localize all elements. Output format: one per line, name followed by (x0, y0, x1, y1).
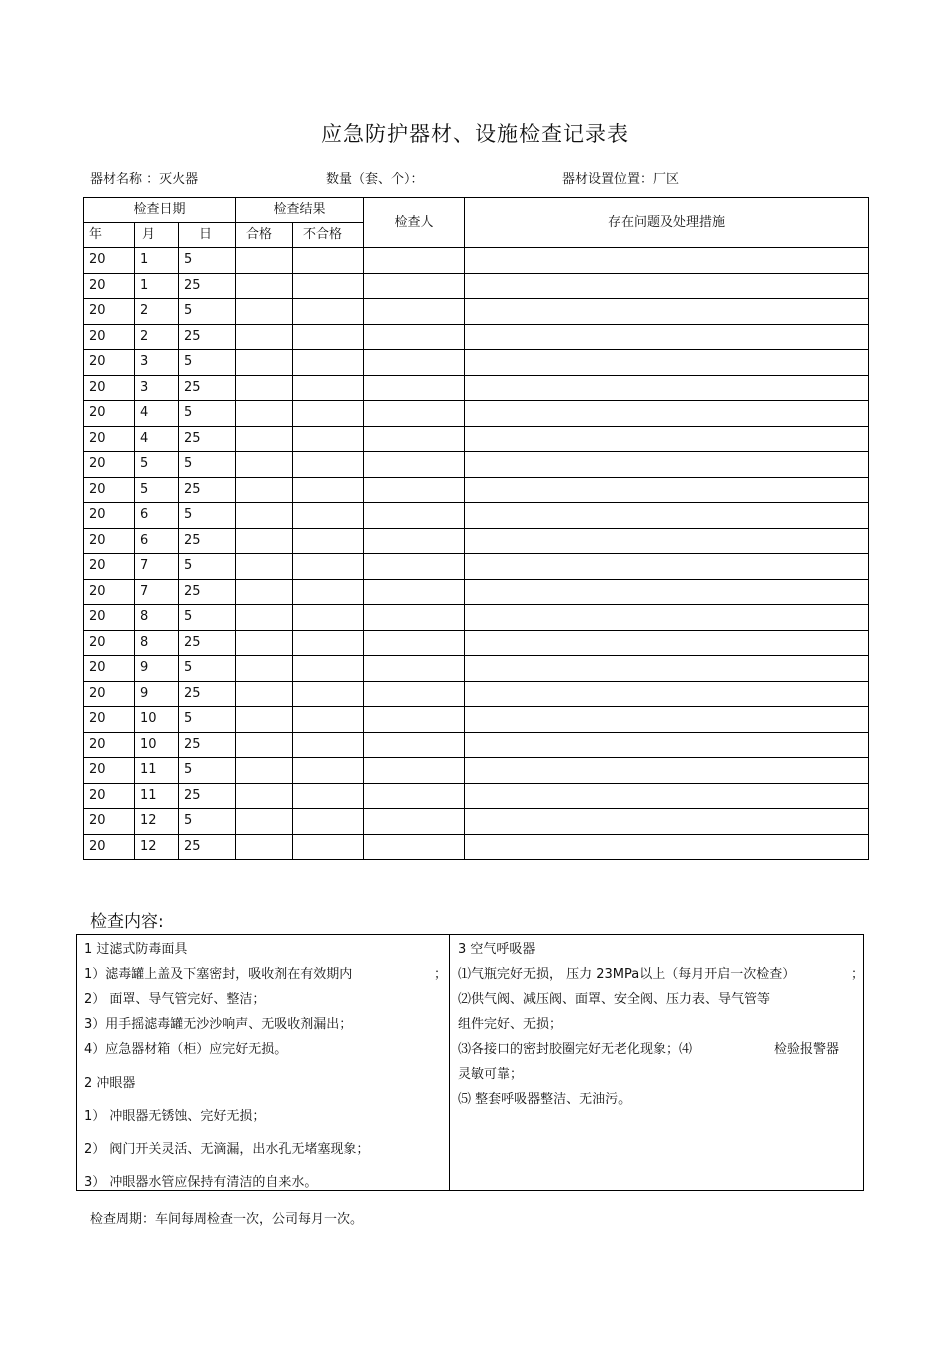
cell-inspector (364, 579, 465, 605)
page-title: 应急防护器材、设施检查记录表 (321, 122, 629, 146)
content-line: ； (851, 967, 865, 982)
table-row (84, 630, 869, 656)
cell-issues (465, 426, 869, 452)
cell-fail (293, 248, 364, 274)
column-divider (449, 935, 450, 1190)
cell-fail (293, 758, 364, 784)
cell-year: 20 (84, 299, 135, 325)
cell-day: 25 (179, 477, 236, 503)
inspection-log-table (83, 197, 869, 860)
cell-pass (236, 783, 293, 809)
cell-issues (465, 579, 869, 605)
table-row (84, 426, 869, 452)
cell-month: 4 (135, 426, 179, 452)
cell-day: 25 (179, 732, 236, 758)
cell-inspector (364, 605, 465, 631)
equipment-quantity: 数量（套、个）： (326, 172, 424, 187)
cell-pass (236, 477, 293, 503)
table-row (84, 758, 869, 784)
content-line: 灵敏可靠； (458, 1067, 524, 1082)
table-row (84, 324, 869, 350)
content-line: 3）用手摇滤毒罐无沙沙响声、无吸收剂漏出； (84, 1017, 353, 1032)
cell-year: 20 (84, 732, 135, 758)
cell-day: 5 (179, 656, 236, 682)
cell-fail (293, 299, 364, 325)
cell-inspector (364, 758, 465, 784)
cell-day: 5 (179, 707, 236, 733)
table-row (84, 681, 869, 707)
content-line: 1 过滤式防毒面具 (84, 942, 188, 957)
header-check-date: 检查日期 (84, 198, 236, 223)
inspection-content-box (76, 934, 864, 1191)
cell-pass (236, 732, 293, 758)
cell-day: 25 (179, 375, 236, 401)
table-row (84, 809, 869, 835)
cell-month: 2 (135, 299, 179, 325)
cell-pass (236, 324, 293, 350)
cell-pass (236, 426, 293, 452)
cell-pass (236, 528, 293, 554)
cell-month: 3 (135, 375, 179, 401)
cell-month: 1 (135, 273, 179, 299)
table-row (84, 528, 869, 554)
cell-issues (465, 656, 869, 682)
table-row (84, 707, 869, 733)
cell-issues (465, 477, 869, 503)
table-row (84, 477, 869, 503)
cell-year: 20 (84, 452, 135, 478)
table-row (84, 401, 869, 427)
table-row (84, 375, 869, 401)
cell-inspector (364, 834, 465, 860)
cell-day: 25 (179, 630, 236, 656)
content-line: 2 冲眼器 (84, 1076, 136, 1091)
table-row (84, 350, 869, 376)
cell-inspector (364, 452, 465, 478)
cell-fail (293, 554, 364, 580)
cell-year: 20 (84, 528, 135, 554)
cell-inspector (364, 656, 465, 682)
cell-pass (236, 834, 293, 860)
cell-month: 10 (135, 707, 179, 733)
content-line: 3） 冲眼器水管应保持有清洁的自来水。 (84, 1175, 318, 1190)
cell-year: 20 (84, 273, 135, 299)
cell-inspector (364, 324, 465, 350)
cell-inspector (364, 401, 465, 427)
cell-issues (465, 528, 869, 554)
table-row (84, 554, 869, 580)
cell-year: 20 (84, 681, 135, 707)
cell-month: 10 (135, 732, 179, 758)
cell-pass (236, 605, 293, 631)
content-section-title: 检查内容: (90, 912, 164, 932)
table-row (84, 299, 869, 325)
cell-year: 20 (84, 426, 135, 452)
content-line: 2） 阀门开关灵活、无滴漏，出水孔无堵塞现象； (84, 1142, 370, 1157)
cell-pass (236, 579, 293, 605)
content-line: 1）滤毒罐上盖及下塞密封，吸收剂在有效期内 (84, 967, 353, 982)
header-day: 日 (179, 223, 236, 248)
cell-inspector (364, 707, 465, 733)
cell-issues (465, 324, 869, 350)
cell-fail (293, 401, 364, 427)
cell-fail (293, 707, 364, 733)
cell-year: 20 (84, 809, 135, 835)
cell-pass (236, 554, 293, 580)
cell-year: 20 (84, 656, 135, 682)
cell-month: 11 (135, 783, 179, 809)
cell-day: 25 (179, 681, 236, 707)
table-row (84, 273, 869, 299)
cell-month: 8 (135, 605, 179, 631)
cell-day: 25 (179, 528, 236, 554)
header-fail: 不合格 (293, 223, 364, 248)
cell-month: 1 (135, 248, 179, 274)
cell-year: 20 (84, 477, 135, 503)
cell-month: 12 (135, 809, 179, 835)
cell-fail (293, 732, 364, 758)
cell-month: 6 (135, 503, 179, 529)
cell-year: 20 (84, 834, 135, 860)
cell-fail (293, 477, 364, 503)
cell-year: 20 (84, 707, 135, 733)
cell-day: 25 (179, 273, 236, 299)
header-year: 年 (84, 223, 135, 248)
cell-issues (465, 350, 869, 376)
cell-issues (465, 809, 869, 835)
content-line: ； (434, 967, 448, 982)
table-row (84, 783, 869, 809)
table-row (84, 452, 869, 478)
cell-month: 8 (135, 630, 179, 656)
cell-fail (293, 809, 364, 835)
cell-fail (293, 579, 364, 605)
cell-month: 5 (135, 477, 179, 503)
cell-fail (293, 783, 364, 809)
cell-fail (293, 375, 364, 401)
cell-inspector (364, 248, 465, 274)
log-rows (84, 248, 869, 860)
cell-pass (236, 401, 293, 427)
cell-month: 9 (135, 656, 179, 682)
table-row (84, 605, 869, 631)
cell-year: 20 (84, 783, 135, 809)
cell-fail (293, 426, 364, 452)
content-line: 1） 冲眼器无锈蚀、完好无损； (84, 1109, 266, 1124)
cell-year: 20 (84, 375, 135, 401)
cell-fail (293, 324, 364, 350)
cell-month: 12 (135, 834, 179, 860)
cell-issues (465, 834, 869, 860)
cell-fail (293, 503, 364, 529)
cell-inspector (364, 528, 465, 554)
cell-pass (236, 758, 293, 784)
cell-issues (465, 783, 869, 809)
cell-inspector (364, 375, 465, 401)
cell-day: 5 (179, 248, 236, 274)
cell-issues (465, 401, 869, 427)
cell-inspector (364, 503, 465, 529)
cell-fail (293, 605, 364, 631)
cell-day: 5 (179, 401, 236, 427)
cell-issues (465, 248, 869, 274)
header-issues: 存在问题及处理措施 (465, 198, 869, 248)
equipment-location: 器材设置位置：厂区 (562, 172, 680, 187)
cell-issues (465, 630, 869, 656)
cell-issues (465, 707, 869, 733)
cell-inspector (364, 477, 465, 503)
header-inspector: 检查人 (364, 198, 465, 248)
header-check-result: 检查结果 (236, 198, 364, 223)
cell-issues (465, 503, 869, 529)
cell-inspector (364, 681, 465, 707)
cell-issues (465, 758, 869, 784)
cell-year: 20 (84, 503, 135, 529)
cell-day: 5 (179, 452, 236, 478)
equipment-name: 器材名称 ：灭火器 (90, 172, 199, 187)
content-line: 2） 面罩、导气管完好、整洁； (84, 992, 266, 1007)
cell-inspector (364, 630, 465, 656)
cell-day: 5 (179, 350, 236, 376)
cell-day: 25 (179, 324, 236, 350)
cell-day: 25 (179, 783, 236, 809)
cell-pass (236, 707, 293, 733)
cell-year: 20 (84, 350, 135, 376)
cell-issues (465, 605, 869, 631)
cell-month: 9 (135, 681, 179, 707)
cell-year: 20 (84, 605, 135, 631)
cell-pass (236, 630, 293, 656)
cell-fail (293, 273, 364, 299)
inspection-cycle-note: 检查周期：车间每周检查一次，公司每月一次。 (90, 1212, 364, 1227)
content-line: 3 空气呼吸器 (458, 942, 536, 957)
cell-day: 5 (179, 758, 236, 784)
cell-month: 6 (135, 528, 179, 554)
cell-day: 5 (179, 503, 236, 529)
cell-day: 5 (179, 554, 236, 580)
cell-month: 7 (135, 579, 179, 605)
cell-fail (293, 452, 364, 478)
cell-day: 25 (179, 834, 236, 860)
cell-month: 7 (135, 554, 179, 580)
cell-month: 5 (135, 452, 179, 478)
cell-issues (465, 554, 869, 580)
table-row (84, 248, 869, 274)
cell-inspector (364, 554, 465, 580)
table-row (84, 656, 869, 682)
cell-fail (293, 681, 364, 707)
cell-month: 11 (135, 758, 179, 784)
table-row (84, 834, 869, 860)
cell-pass (236, 273, 293, 299)
cell-fail (293, 630, 364, 656)
cell-month: 3 (135, 350, 179, 376)
cell-pass (236, 656, 293, 682)
cell-pass (236, 809, 293, 835)
table-row (84, 503, 869, 529)
cell-year: 20 (84, 630, 135, 656)
content-line: ⑶各接口的密封胶圈完好无老化现象；⑷ (458, 1042, 693, 1057)
cell-month: 4 (135, 401, 179, 427)
cell-pass (236, 248, 293, 274)
table-row (84, 579, 869, 605)
cell-issues (465, 299, 869, 325)
cell-fail (293, 528, 364, 554)
cell-fail (293, 350, 364, 376)
cell-year: 20 (84, 758, 135, 784)
cell-year: 20 (84, 401, 135, 427)
cell-fail (293, 656, 364, 682)
cell-issues (465, 452, 869, 478)
content-line: 4）应急器材箱（柜）应完好无损。 (84, 1042, 288, 1057)
cell-fail (293, 834, 364, 860)
cell-year: 20 (84, 554, 135, 580)
cell-inspector (364, 273, 465, 299)
cell-year: 20 (84, 248, 135, 274)
cell-pass (236, 681, 293, 707)
cell-inspector (364, 783, 465, 809)
content-line: ⑵供气阀、减压阀、面罩、安全阀、压力表、导气管等 (458, 992, 771, 1007)
cell-day: 25 (179, 426, 236, 452)
cell-pass (236, 375, 293, 401)
cell-inspector (364, 299, 465, 325)
cell-pass (236, 452, 293, 478)
header-month: 月 (135, 223, 179, 248)
content-line: 检验报警器 (774, 1042, 840, 1057)
cell-inspector (364, 809, 465, 835)
cell-issues (465, 681, 869, 707)
cell-month: 2 (135, 324, 179, 350)
content-line: ⑴气瓶完好无损， 压力 23MPa以上（每月开启一次检查） (458, 967, 796, 982)
cell-day: 5 (179, 299, 236, 325)
content-line: ⑸ 整套呼吸器整洁、无油污。 (458, 1092, 632, 1107)
table-row (84, 732, 869, 758)
header-pass: 合格 (236, 223, 293, 248)
cell-issues (465, 375, 869, 401)
cell-issues (465, 273, 869, 299)
cell-issues (465, 732, 869, 758)
cell-pass (236, 299, 293, 325)
cell-year: 20 (84, 324, 135, 350)
cell-inspector (364, 732, 465, 758)
cell-day: 25 (179, 579, 236, 605)
content-line: 组件完好、无损； (458, 1017, 563, 1032)
cell-year: 20 (84, 579, 135, 605)
cell-inspector (364, 426, 465, 452)
cell-pass (236, 503, 293, 529)
cell-inspector (364, 350, 465, 376)
cell-pass (236, 350, 293, 376)
cell-day: 5 (179, 809, 236, 835)
cell-day: 5 (179, 605, 236, 631)
